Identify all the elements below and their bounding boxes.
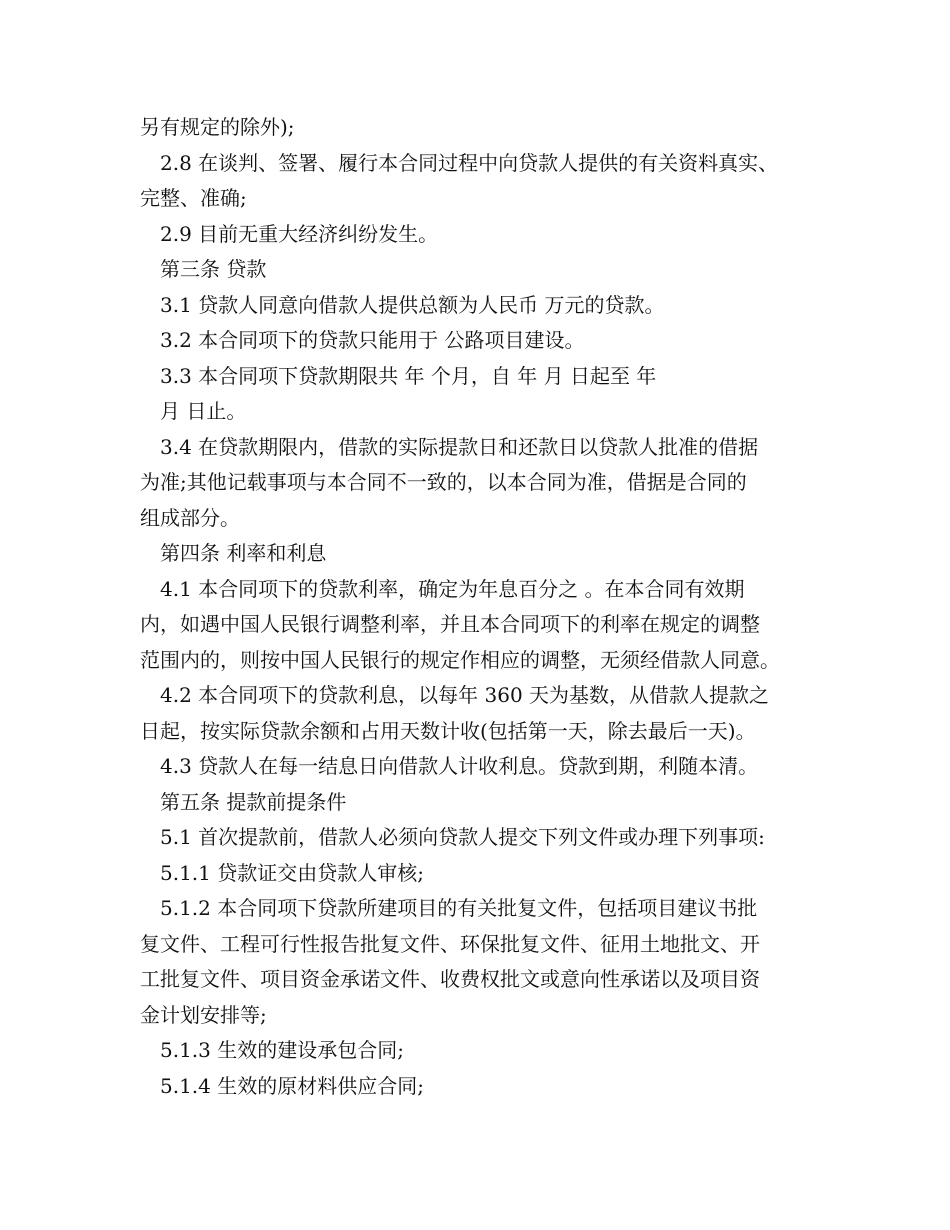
text-line: 5.1 首次提款前，借款人必须向贷款人提交下列文件或办理下列事项: [160,825,765,849]
text-line: 4.3 贷款人在每一结息日向借款人计收利息。贷款到期，利随本清。 [160,754,759,778]
text-line: 5.1.4 生效的原材料供应合同; [160,1073,424,1098]
text-line: 日起，按实际贷款余额和占用天数计收(包括第一天，除去最后一天)。 [140,718,756,743]
text-line: 2.8 在谈判、签署、履行本合同过程中向贷款人提供的有关资料真实、 [160,150,779,175]
text-line: 5.1.3 生效的建设承包合同; [160,1038,404,1062]
section-heading: 第三条 贷款 [160,257,267,281]
section-heading: 第五条 提款前提条件 [160,789,347,814]
text-line: 完整、准确; [140,186,247,210]
text-line: 3.2 本合同项下的贷款只能用于 公路项目建设。 [160,328,585,352]
text-line: 为准;其他记载事项与本合同不一致的，以本合同为准，借据是合同的 [140,470,747,494]
text-line: 5.1.1 贷款证交由贷款人审核; [160,860,424,885]
text-line: 3.4 在贷款期限内，借款的实际提款日和还款日以贷款人批准的借据 [160,434,759,459]
text-line: 范围内的，则按中国人民银行的规定作相应的调整，无须经借款人同意。 [140,647,780,672]
text-line: 5.1.2 本合同项下贷款所建项目的有关批复文件，包括项目建议书批 [160,896,758,920]
section-heading: 第四条 利率和利息 [160,541,327,565]
text-line: 月 日止。 [160,399,247,423]
text-line: 4.1 本合同项下的贷款利率，确定为年息百分之 。在本合同有效期 [160,576,745,601]
text-line: 组成部分。 [140,505,240,530]
text-line: 工批复文件、项目资金承诺文件、收费权批文或意向性承诺以及项目资 [140,967,760,991]
text-line: 2.9 目前无重大经济纠纷发生。 [160,221,439,246]
text-line: 复文件、工程可行性报告批复文件、环保批复文件、征用土地批文、开 [140,931,760,956]
text-line: 另有规定的除外); [140,115,295,139]
text-line: 4.2 本合同项下的贷款利息，以每年 360 天为基数，从借款人提款之 [160,683,770,707]
text-line: 金计划安排等; [140,1002,267,1027]
text-line: 内，如遇中国人民银行调整利率，并且本合同项下的利率在规定的调整 [140,612,760,636]
text-line: 3.1 贷款人同意向借款人提供总额为人民币 万元的贷款。 [160,292,665,317]
text-line: 3.3 本合同项下贷款期限共 年 个月，自 年 月 日起至 年 [160,363,657,388]
document-body [140,110,830,1104]
